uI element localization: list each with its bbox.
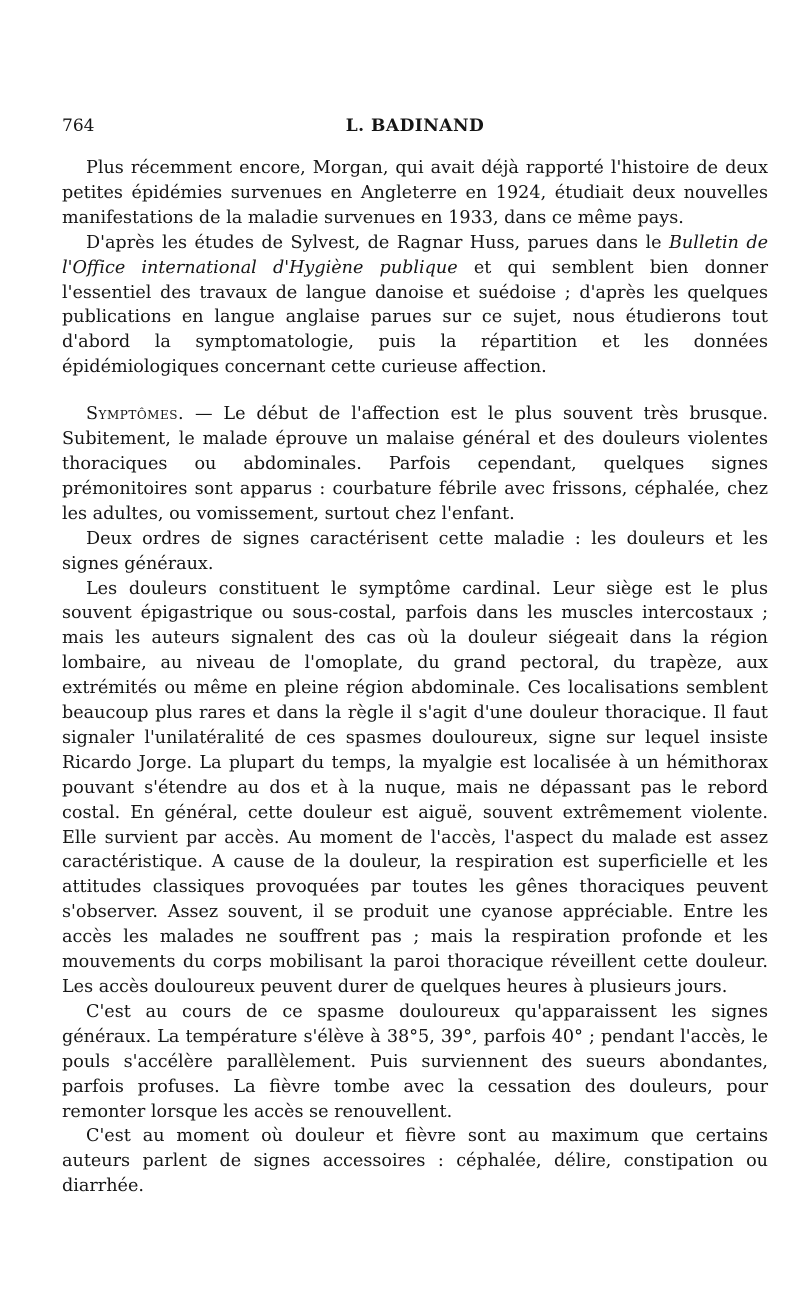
paragraph-signes-generaux: C'est au cours de ce spasme douloureux qu'apparaissent les signes généraux. La température s'élève à 38°5, 39°, parfois 40° ; pendant l'accès, le pouls s'accélère parallèlement. Puis surviennent des sueurs abondantes, parfois profuses. La fièvre tombe avec la cessation des douleurs, pour remonter lorsque les accès se renouvellent. <box>62 1001 768 1122</box>
page-header <box>62 110 768 140</box>
body-text <box>62 156 768 1199</box>
page-number: 764 <box>62 116 95 136</box>
paragraph-morgan: Plus récemment encore, Morgan, qui avait déjà rapporté l'histoire de deux petites épidémies survenues en Angleterre en 1924, étudiait deux nouvelles manifestations de la maladie survenues en 1933, dans ce même pays. <box>62 158 768 228</box>
paragraph-symptomes-text: — Le début de l'affection est le plus souvent très brusque. Subitement, le malade éprouve un malaise général et des douleurs violentes thoraciques ou abdominales. Parfois cependant, quelques signes prémonitoires sont apparus : courbature fébrile avec frissons, céphalée, chez les adultes, ou vomissement, surtout chez l'enfant. <box>62 404 768 524</box>
section-heading-symptomes: Symptômes. <box>86 404 185 425</box>
book-page <box>62 110 768 1197</box>
paragraph-douleurs: Les douleurs constituent le symptôme cardinal. Leur siège est le plus souvent épigastrique ou sous-costal, parfois dans les muscles intercostaux ; mais les auteurs signalent des cas où la douleur siégeait dans la région lombaire, au niveau de l'omoplate, du grand pectoral, du trapèze, aux extrémités ou même en pleine région abdominale. Ces localisations semblent beaucoup plus rares et dans la règle il s'agit d'une douleur thoracique. Il faut signaler l'unilatéralité de ces spasmes douloureux, signe sur lequel insiste Ricardo Jorge. La plupart du temps, la myalgie est localisée à un hémithorax pouvant s'étendre au dos et à la nuque, mais ne dépassant pas le rebord costal. En général, cette douleur est aiguë, souvent extrêmement violente. Elle survient par accès. Au moment de l'accès, l'aspect du malade est assez caractéristique. A cause de la douleur, la respiration est superficielle et les attitudes classiques provoquées par toutes les gênes thoraciques peuvent s'observer. Assez souvent, il se produit une cyanose appréciable. Entre les accès les malades ne souffrent pas ; mais la respiration profonde et les mouvements du corps mobilisant la paroi thoracique réveillent cette douleur. Les accès douloureux peuvent durer de quelques heures à plusieurs jours. <box>62 578 768 997</box>
journal-title: Bulletin de l'Office international d'Hygiène publique <box>62 232 768 278</box>
paragraph-signes-accessoires: C'est au moment où douleur et fièvre sont au maximum que certains auteurs parlent de signes accessoires : céphalée, délire, constipation ou diarrhée. <box>62 1126 768 1197</box>
paragraph-sources-before: D'après les études de Sylvest, de Ragnar Huss, parues dans le <box>86 232 669 253</box>
paragraph-symptomes <box>62 402 768 527</box>
paragraph-sources <box>62 231 768 380</box>
paragraph-deux-ordres: Deux ordres de signes caractérisent cette maladie : les douleurs et les signes généraux. <box>62 528 768 574</box>
running-head: L. BADINAND <box>345 116 485 136</box>
paragraph-sources-after: et qui semblent bien donner l'essentiel des travaux de langue danoise et suédoise ; d'après les quelques publications en langue anglaise parues sur ce sujet, nous étudierons tout d'abord la symptomatologie, puis la répartition et les données épidémiologiques concernant cette curieuse affection. <box>62 257 768 378</box>
